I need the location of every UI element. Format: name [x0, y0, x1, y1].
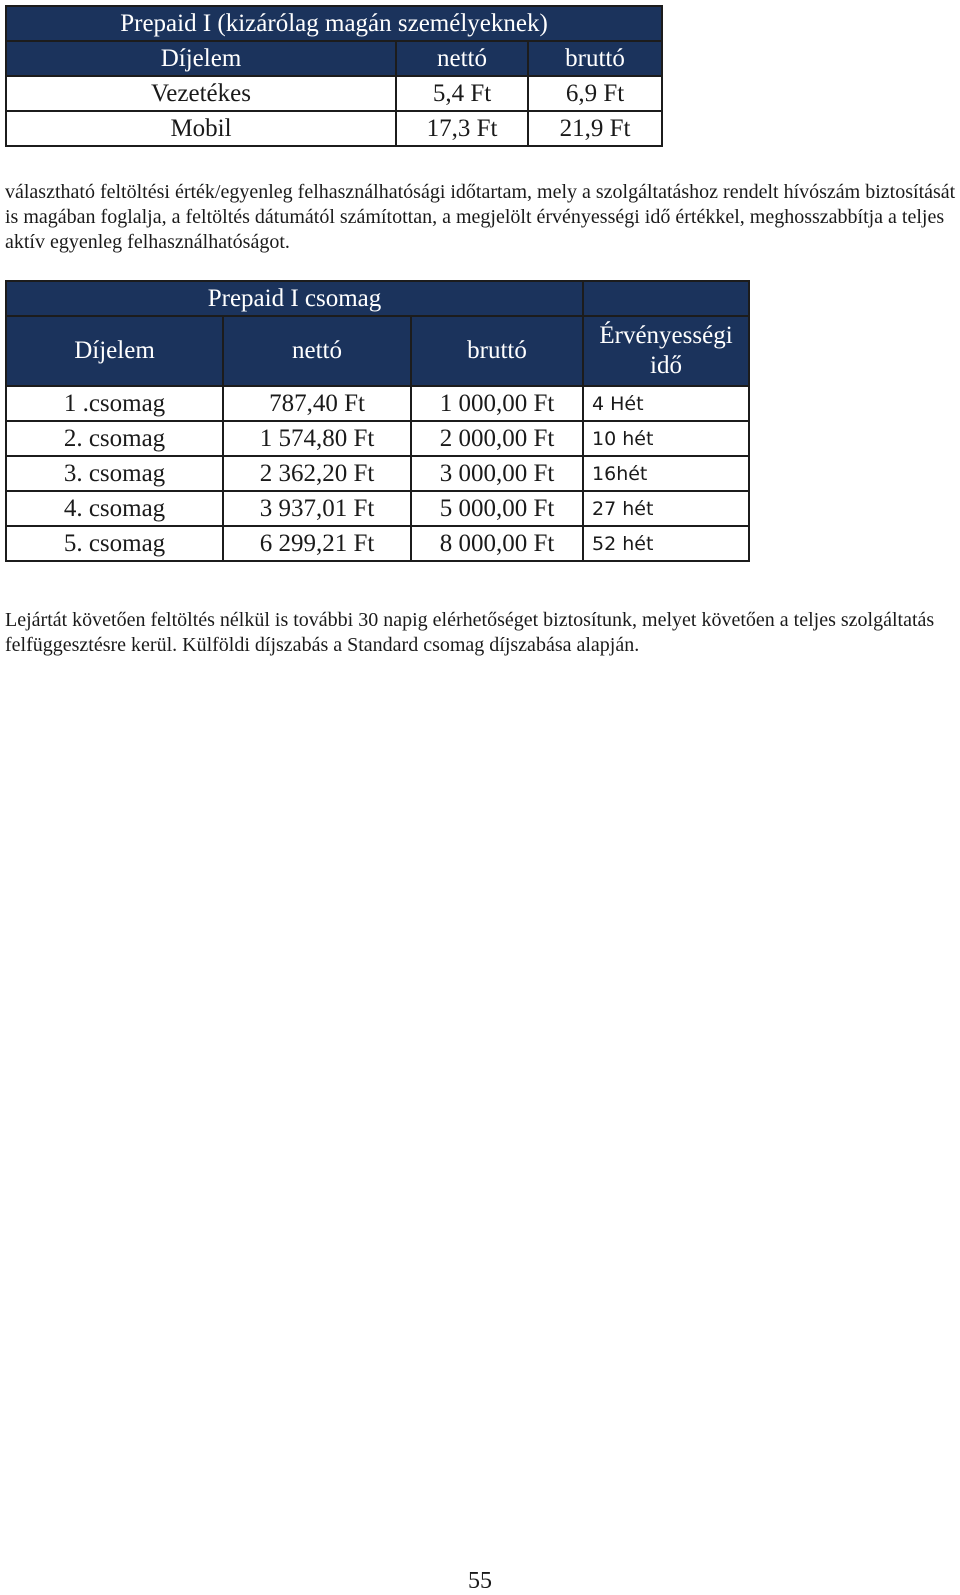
column-header: Érvényességi idő	[583, 316, 749, 386]
table-header-row	[6, 316, 749, 386]
table-cell: 5 000,00 Ft	[411, 491, 583, 526]
table-cell: 27 hét	[583, 491, 749, 526]
validity-paragraph: választható feltöltési érték/egyenleg felhasználhatósági időtartam, mely a szolgáltatáshoz rendelt hívószám biztosítását is magában foglalja, a feltöltés dátumától számítottan, a megjelölt érvényességi idő értékkel, meghosszabbítja a teljes aktív egyenleg felhasználhatóságot.	[5, 181, 956, 253]
table-cell: 2 000,00 Ft	[411, 421, 583, 456]
table-cell: 4 Hét	[583, 386, 749, 421]
table-row	[6, 526, 749, 561]
table-row	[6, 76, 662, 111]
table-cell: 2. csomag	[6, 421, 223, 456]
table-cell: 6 299,21 Ft	[223, 526, 411, 561]
column-header: bruttó	[528, 41, 662, 76]
table-cell: 6,9 Ft	[528, 76, 662, 111]
table-title: Prepaid I (kizárólag magán személyeknek)	[6, 6, 662, 41]
prepaid-i-rates-table	[5, 5, 663, 147]
table-row	[6, 456, 749, 491]
table-cell: 1 574,80 Ft	[223, 421, 411, 456]
table-cell: 1 .csomag	[6, 386, 223, 421]
table-cell: Mobil	[6, 111, 396, 146]
column-header: nettó	[223, 316, 411, 386]
empty-header-cell	[583, 281, 749, 316]
table-cell: 787,40 Ft	[223, 386, 411, 421]
table-cell: 5. csomag	[6, 526, 223, 561]
table-cell: 4. csomag	[6, 491, 223, 526]
table-title-row	[6, 281, 749, 316]
expiry-paragraph: Lejártát követően feltöltés nélkül is további 30 napig elérhetőséget biztosítunk, melyet követően a teljes szolgáltatás felfüggesztésre kerül. Külföldi díjszabás a Standard csomag díjszabása alapján.	[5, 609, 935, 656]
table-cell: 3 000,00 Ft	[411, 456, 583, 491]
table-cell: 52 hét	[583, 526, 749, 561]
column-header: bruttó	[411, 316, 583, 386]
column-header: nettó	[396, 41, 528, 76]
table-cell: 3. csomag	[6, 456, 223, 491]
table-row	[6, 491, 749, 526]
table-cell: 17,3 Ft	[396, 111, 528, 146]
prepaid-i-package-table	[5, 280, 750, 562]
column-header: Díjelem	[6, 316, 223, 386]
table-row	[6, 111, 662, 146]
table-title-row	[6, 6, 662, 41]
table-cell: 1 000,00 Ft	[411, 386, 583, 421]
column-header: Díjelem	[6, 41, 396, 76]
table-header-row	[6, 41, 662, 76]
table-cell: Vezetékes	[6, 76, 396, 111]
table-row	[6, 421, 749, 456]
table-cell: 8 000,00 Ft	[411, 526, 583, 561]
table-cell: 5,4 Ft	[396, 76, 528, 111]
table-cell: 10 hét	[583, 421, 749, 456]
table-cell: 16hét	[583, 456, 749, 491]
table-cell: 21,9 Ft	[528, 111, 662, 146]
page-number: 55	[468, 1568, 492, 1594]
table-title: Prepaid I csomag	[6, 281, 583, 316]
table-cell: 3 937,01 Ft	[223, 491, 411, 526]
table-row	[6, 386, 749, 421]
table-cell: 2 362,20 Ft	[223, 456, 411, 491]
